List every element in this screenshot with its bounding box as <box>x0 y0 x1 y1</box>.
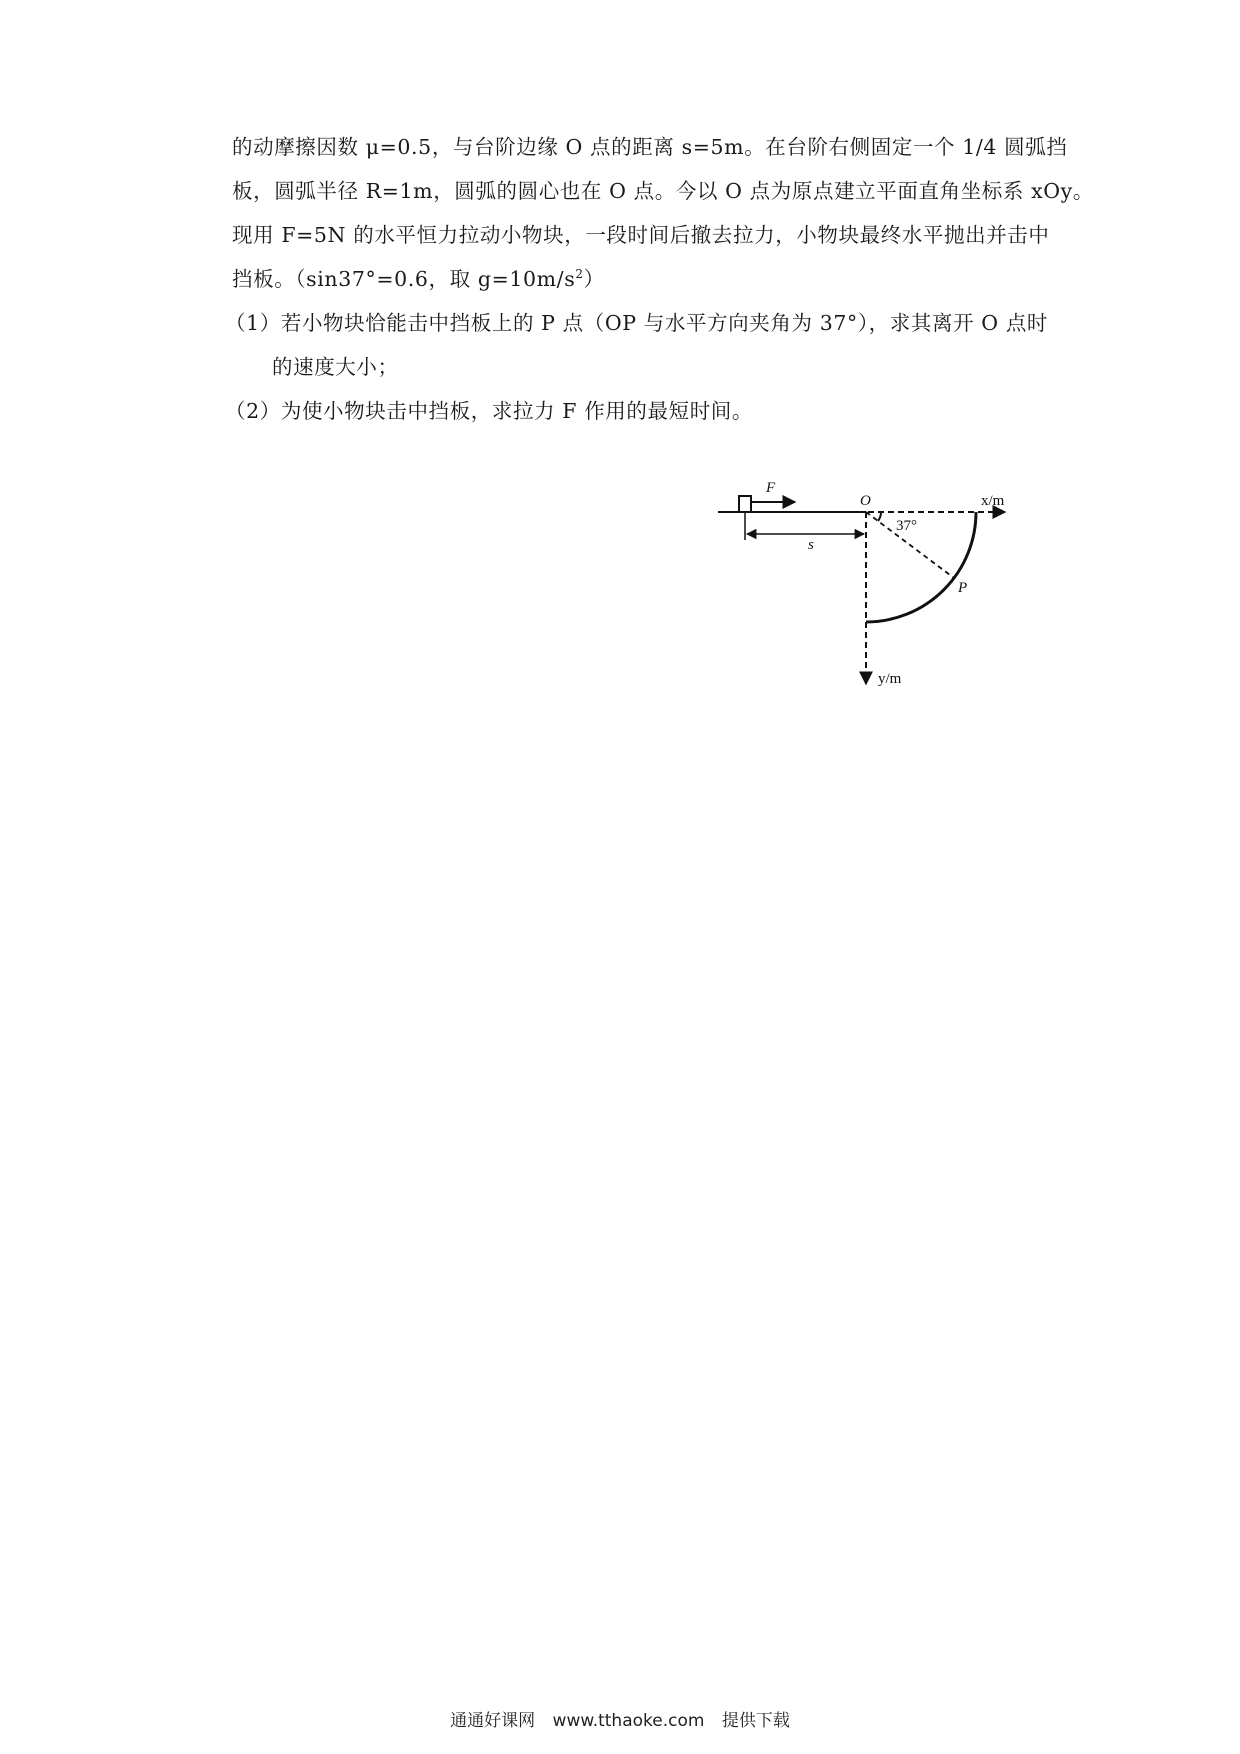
angle-arc <box>878 512 881 521</box>
y-axis-label: y/m <box>878 671 902 687</box>
footer-site-name: 通通好课网 <box>450 1711 536 1731</box>
question-2-line-1: （2）为使小物块击中挡板，求拉力 F 作用的最短时间。 <box>225 399 753 423</box>
exponent: 2 <box>575 267 584 282</box>
problem-line-1: 的动摩擦因数 μ=0.5，与台阶边缘 O 点的距离 s=5m。在台阶右侧固定一个 1/4 圆弧挡 <box>232 135 1068 159</box>
footer-suffix: 提供下载 <box>721 1711 790 1731</box>
x-axis-label: x/m <box>981 493 1005 509</box>
problem-line-3: 现用 F=5N 的水平恒力拉动小物块，一段时间后撤去拉力，小物块最终水平抛出并击中 <box>232 223 1050 247</box>
footer <box>0 1706 1240 1731</box>
question-1-line-2: 的速度大小； <box>272 355 399 379</box>
physics-figure <box>715 470 1015 690</box>
problem-line-4 <box>232 262 605 292</box>
quarter-arc-baffle <box>866 512 976 622</box>
angle-label: 37° <box>896 518 917 534</box>
origin-label: O <box>860 493 871 509</box>
force-label: F <box>766 480 776 496</box>
point-p-label: P <box>958 580 968 596</box>
block <box>739 496 751 512</box>
problem-line-4-close: ） <box>583 267 605 291</box>
distance-label: s <box>808 537 814 553</box>
problem-line-2: 板，圆弧半径 R=1m，圆弧的圆心也在 O 点。今以 O 点为原点建立平面直角坐标系 xOy。 <box>232 179 1094 203</box>
footer-url[interactable]: www.tthaoke.com <box>552 1711 705 1731</box>
problem-line-4-text: 挡板。（sin37°=0.6，取 g=10m/s <box>232 267 576 291</box>
question-1-line-1: （1）若小物块恰能击中挡板上的 P 点（OP 与水平方向夹角为 37°），求其离开 O 点时 <box>225 311 1049 335</box>
